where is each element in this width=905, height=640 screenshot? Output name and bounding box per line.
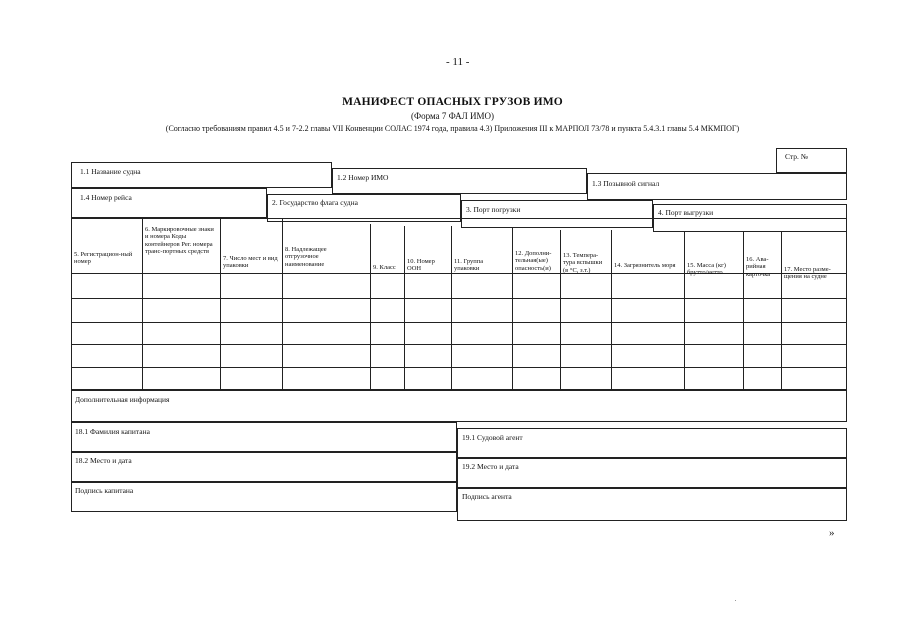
column-header-registration: 5. Регистрацион-ный номер [74, 251, 133, 266]
captain-place-date-field[interactable] [71, 452, 457, 482]
form-subtitle: (Форма 7 ФАЛ ИМО) [411, 111, 494, 121]
column-header-un-number: 10. Номер ООН [407, 258, 435, 273]
column-header-marine-pollutant: 14. Загрязнитель моря [614, 262, 676, 269]
column-header-mass: 15. Масса (кг) брутто/нетто [687, 262, 726, 277]
column-header-marks: 6. Маркировочные знаки и номера Коды контейнеров Рег. номера транс-портных средств [145, 226, 214, 256]
additional-info-label: Дополнительная информация [75, 395, 170, 404]
ship-agent-label: 19.1 Судовой агент [462, 433, 523, 442]
column-header-packages: 7. Число мест и вид упаковки [223, 255, 278, 270]
sheet-number-label: Стр. № [785, 152, 808, 161]
port-loading-label: 3. Порт погрузки [466, 205, 521, 214]
call-sign-label: 1.3 Позывной сигнал [592, 179, 660, 188]
agent-signature-field[interactable] [457, 488, 847, 521]
manifest-form [71, 148, 847, 521]
captain-name-label: 18.1 Фамилия капитана [75, 427, 150, 436]
port-discharge-label: 4. Порт выгрузки [658, 208, 714, 217]
voyage-number-label: 1.4 Номер рейса [80, 193, 132, 202]
captain-signature-field[interactable] [71, 482, 457, 512]
imo-number-label: 1.2 Номер ИМО [337, 173, 389, 182]
scan-speck [735, 600, 736, 601]
regulation-note: (Согласно требованиям правил 4.5 и 7-2.2 главы VII Конвенции СОЛАС 1974 года, правила 4.3) Приложения III к МАРПОЛ 73/78 и пункта 5.4.3.1 главы 5.4 МКМПОГ) [165, 124, 740, 133]
column-header-ems: 16. Ава-рийная карточка [746, 256, 771, 278]
captain-name-field[interactable] [71, 422, 457, 452]
agent-signature-label: Подпись агента [462, 492, 512, 501]
column-header-subsidiary-risk: 12. Дополни-тельная(ые) опасность(и) [515, 250, 552, 272]
ship-name-field[interactable] [71, 162, 332, 188]
column-header-packing-group: 11. Группа упаковки [454, 258, 484, 273]
continuation-mark: » [829, 527, 835, 539]
additional-info-field[interactable] [71, 390, 847, 422]
imo-number-field[interactable] [332, 168, 587, 194]
captain-signature-label: Подпись капитана [75, 486, 134, 495]
column-header-stowage: 17. Место разме-щения на судне [784, 266, 831, 281]
page-number: - 11 - [446, 56, 470, 68]
column-header-flashpoint: 13. Темпера-тура вспышки (в °С, з.т.) [563, 252, 603, 274]
call-sign-field[interactable] [587, 173, 847, 200]
ship-name-label: 1.1 Название судна [80, 167, 141, 176]
captain-place-date-label: 18.2 Место и дата [75, 456, 132, 465]
flag-state-label: 2. Государство флага судна [272, 198, 358, 207]
agent-place-date-label: 19.2 Место и дата [462, 462, 519, 471]
agent-place-date-field[interactable] [457, 458, 847, 488]
form-title: МАНИФЕСТ ОПАСНЫХ ГРУЗОВ ИМО [342, 96, 563, 108]
column-header-class: 9. Класс [373, 264, 396, 271]
sheet-number-field[interactable] [776, 148, 847, 173]
column-header-shipping-name: 8. Надлежащее отгрузочное наименование [285, 246, 327, 268]
ship-agent-field[interactable] [457, 428, 847, 458]
voyage-number-field[interactable] [71, 188, 267, 218]
